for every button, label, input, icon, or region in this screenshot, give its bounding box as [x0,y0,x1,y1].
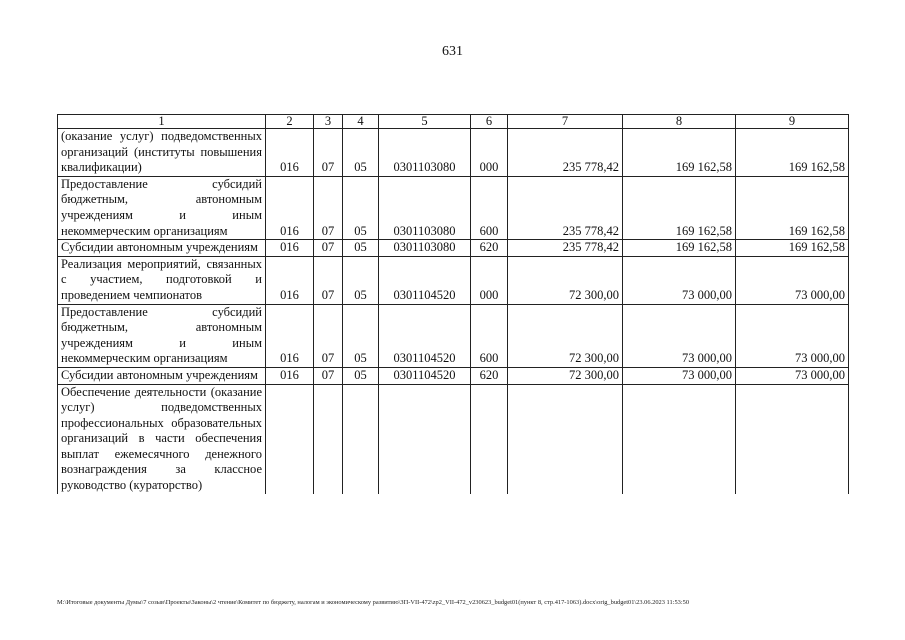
table-row [58,176,849,239]
cell-amount-9: 169 162,58 [736,129,849,177]
cell-amount-9: 169 162,58 [736,176,849,239]
cell-target-article: 0301104520 [379,367,471,384]
cell-amount-8: 73 000,00 [623,256,736,304]
cell-section: 07 [314,129,343,177]
row-name: Субсидии автономным учреждениям [58,240,266,257]
cell-expense-type: 000 [471,129,508,177]
cell-ministry: 016 [266,367,314,384]
table-row [58,384,849,494]
row-name: Реализация мероприятий, связанных с участием, подготовкой и проведением чемпионатов [58,256,266,304]
cell-expense-type: 620 [471,367,508,384]
col-header-9: 9 [736,115,849,129]
page-number: 631 [442,44,463,59]
cell-expense-type [471,384,508,494]
row-name: Субсидии автономным учреждениям [58,367,266,384]
cell-target-article: 0301103080 [379,129,471,177]
cell-expense-type: 600 [471,304,508,367]
cell-amount-9: 73 000,00 [736,256,849,304]
cell-subsection [343,384,379,494]
cell-target-article: 0301103080 [379,240,471,257]
cell-amount-7: 72 300,00 [508,304,623,367]
col-header-2: 2 [266,115,314,129]
cell-section: 07 [314,304,343,367]
header-row [58,115,849,129]
cell-amount-7: 72 300,00 [508,256,623,304]
cell-amount-9: 73 000,00 [736,304,849,367]
col-header-6: 6 [471,115,508,129]
col-header-8: 8 [623,115,736,129]
cell-amount-8: 169 162,58 [623,176,736,239]
cell-section: 07 [314,367,343,384]
cell-subsection: 05 [343,256,379,304]
cell-target-article [379,384,471,494]
col-header-3: 3 [314,115,343,129]
table-row [58,367,849,384]
cell-section: 07 [314,176,343,239]
cell-subsection: 05 [343,129,379,177]
row-name: Предоставление субсидий бюджетным, автономным учреждениям и иным некоммерческим организациям [58,176,266,239]
cell-amount-8: 169 162,58 [623,129,736,177]
file-path-footer: M:\Итоговые документы Думы\7 созыв\Проекты\Законы\2 чтение\Комитет по бюджету, налогам и экономическому развитию\ЗП-VII-472\zp2_VII-472_v230623_budget01(пункт 8, стр.417-1063).docx\orig_budget01\23.06.2023 11:53:50 [57,599,690,606]
cell-ministry: 016 [266,256,314,304]
cell-amount-7: 235 778,42 [508,176,623,239]
cell-ministry [266,384,314,494]
table-row [58,129,849,177]
table-row [58,256,849,304]
cell-amount-9 [736,384,849,494]
cell-target-article: 0301104520 [379,304,471,367]
cell-amount-8: 73 000,00 [623,367,736,384]
cell-subsection: 05 [343,367,379,384]
col-header-1: 1 [58,115,266,129]
cell-amount-7 [508,384,623,494]
cell-amount-7: 72 300,00 [508,367,623,384]
cell-amount-9: 73 000,00 [736,367,849,384]
table-row [58,240,849,257]
cell-amount-9: 169 162,58 [736,240,849,257]
cell-expense-type: 600 [471,176,508,239]
budget-table [57,114,849,494]
cell-expense-type: 000 [471,256,508,304]
cell-ministry: 016 [266,129,314,177]
cell-amount-7: 235 778,42 [508,240,623,257]
cell-target-article: 0301103080 [379,176,471,239]
col-header-7: 7 [508,115,623,129]
cell-ministry: 016 [266,304,314,367]
col-header-5: 5 [379,115,471,129]
cell-ministry: 016 [266,240,314,257]
col-header-4: 4 [343,115,379,129]
row-name: (оказание услуг) подведомственных организаций (институты повышения квалификации) [58,129,266,177]
row-name: Обеспечение деятельности (оказание услуг) подведомственных профессиональных образовательных организаций в части обеспечения выплат ежемесячного денежного вознаграждения за классное руководство (кураторство) [58,384,266,494]
cell-amount-7: 235 778,42 [508,129,623,177]
cell-expense-type: 620 [471,240,508,257]
cell-section: 07 [314,256,343,304]
cell-subsection: 05 [343,304,379,367]
cell-section [314,384,343,494]
row-name: Предоставление субсидий бюджетным, автономным учреждениям и иным некоммерческим организациям [58,304,266,367]
cell-amount-8: 169 162,58 [623,240,736,257]
cell-amount-8: 73 000,00 [623,304,736,367]
cell-subsection: 05 [343,176,379,239]
cell-section: 07 [314,240,343,257]
cell-target-article: 0301104520 [379,256,471,304]
cell-subsection: 05 [343,240,379,257]
table-row [58,304,849,367]
cell-amount-8 [623,384,736,494]
cell-ministry: 016 [266,176,314,239]
